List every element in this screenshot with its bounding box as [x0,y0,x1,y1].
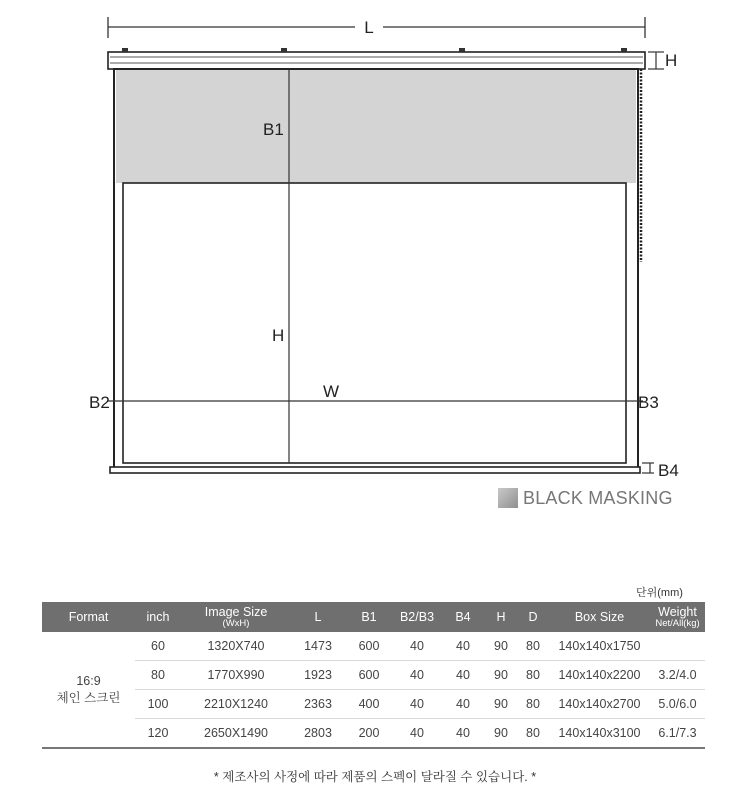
cell-D: 80 [517,690,549,719]
header-weight-label: Weight [658,604,697,619]
cell-D: 80 [517,661,549,690]
cell-H: 90 [485,661,517,690]
cell-B2B3: 40 [393,719,441,749]
cell-H: 90 [485,690,517,719]
cell-box-size: 140x140x3100 [549,719,650,749]
cell-B1: 600 [345,661,393,690]
cell-B1: 200 [345,719,393,749]
unit-label: 단위(mm) [636,587,683,599]
cell-weight: 3.2/4.0 [650,661,705,690]
cell-H: 90 [485,719,517,749]
cell-weight: 6.1/7.3 [650,719,705,749]
cell-box-size: 140x140x1750 [549,632,650,661]
cell-B2B3: 40 [393,632,441,661]
cell-L: 2363 [291,690,345,719]
table-row [42,661,705,690]
header-weight [650,602,705,632]
label-H-box: H [665,51,678,70]
cell-B2B3: 40 [393,690,441,719]
cell-box-size: 140x140x2200 [549,661,650,690]
cell-L: 1473 [291,632,345,661]
spec-table [42,602,705,749]
label-B3: B3 [638,393,659,412]
header-D: D [517,602,549,632]
image-area [123,183,626,463]
header-B4: B4 [441,602,485,632]
format-cell [42,632,135,748]
table-header-row [42,602,705,632]
format-line-2: 체인 스크린 [56,690,121,705]
label-B2: B2 [89,393,110,412]
label-B1: B1 [263,120,284,139]
header-format: Format [42,602,135,632]
table-row [42,719,705,749]
table-row [42,632,705,661]
label-H: H [272,326,285,345]
format-line-1: 16:9 [76,673,101,688]
header-image-size-label: Image Size [204,604,268,619]
header-H: H [485,602,517,632]
cell-box-size: 140x140x2700 [549,690,650,719]
screen-housing [108,48,645,69]
cell-B4: 40 [441,632,485,661]
cell-inch: 60 [135,632,181,661]
black-drop-area [116,70,636,183]
cell-H: 90 [485,632,517,661]
cell-inch: 80 [135,661,181,690]
cell-image-size: 1770X990 [181,661,291,690]
cell-L: 2803 [291,719,345,749]
cell-B1: 600 [345,632,393,661]
cell-image-size: 1320X740 [181,632,291,661]
label-L: L [364,18,374,37]
header-box-size: Box Size [549,602,650,632]
brand-text: BLACK MASKING [523,487,673,508]
cell-weight: 5.0/6.0 [650,690,705,719]
header-image-size [181,602,291,632]
label-B4: B4 [658,461,679,480]
cell-weight [650,632,705,661]
box-height-dimension [648,52,664,69]
cell-image-size: 2210X1240 [181,690,291,719]
footnote: * 제조사의 사정에 따라 제품의 스펙이 달라질 수 있습니다. * [213,770,537,784]
bottom-bar [110,467,640,473]
header-B1: B1 [345,602,393,632]
header-L: L [291,602,345,632]
length-dimension [108,17,645,38]
cell-B1: 400 [345,690,393,719]
cell-D: 80 [517,719,549,749]
header-B2B3: B2/B3 [393,602,441,632]
cell-B2B3: 40 [393,661,441,690]
cell-inch: 100 [135,690,181,719]
header-weight-sub: Net/All(kg) [655,617,700,629]
b4-dimension [642,463,654,473]
cell-image-size: 2650X1490 [181,719,291,749]
table-row [42,690,705,719]
header-inch: inch [135,602,181,632]
brand-badge [498,486,673,510]
cell-inch: 120 [135,719,181,749]
cell-B4: 40 [441,661,485,690]
brand-logo-icon [498,488,518,508]
cell-D: 80 [517,632,549,661]
cell-L: 1923 [291,661,345,690]
label-W: W [323,382,340,401]
cell-B4: 40 [441,690,485,719]
header-image-size-sub: (WxH) [222,617,250,629]
cell-B4: 40 [441,719,485,749]
